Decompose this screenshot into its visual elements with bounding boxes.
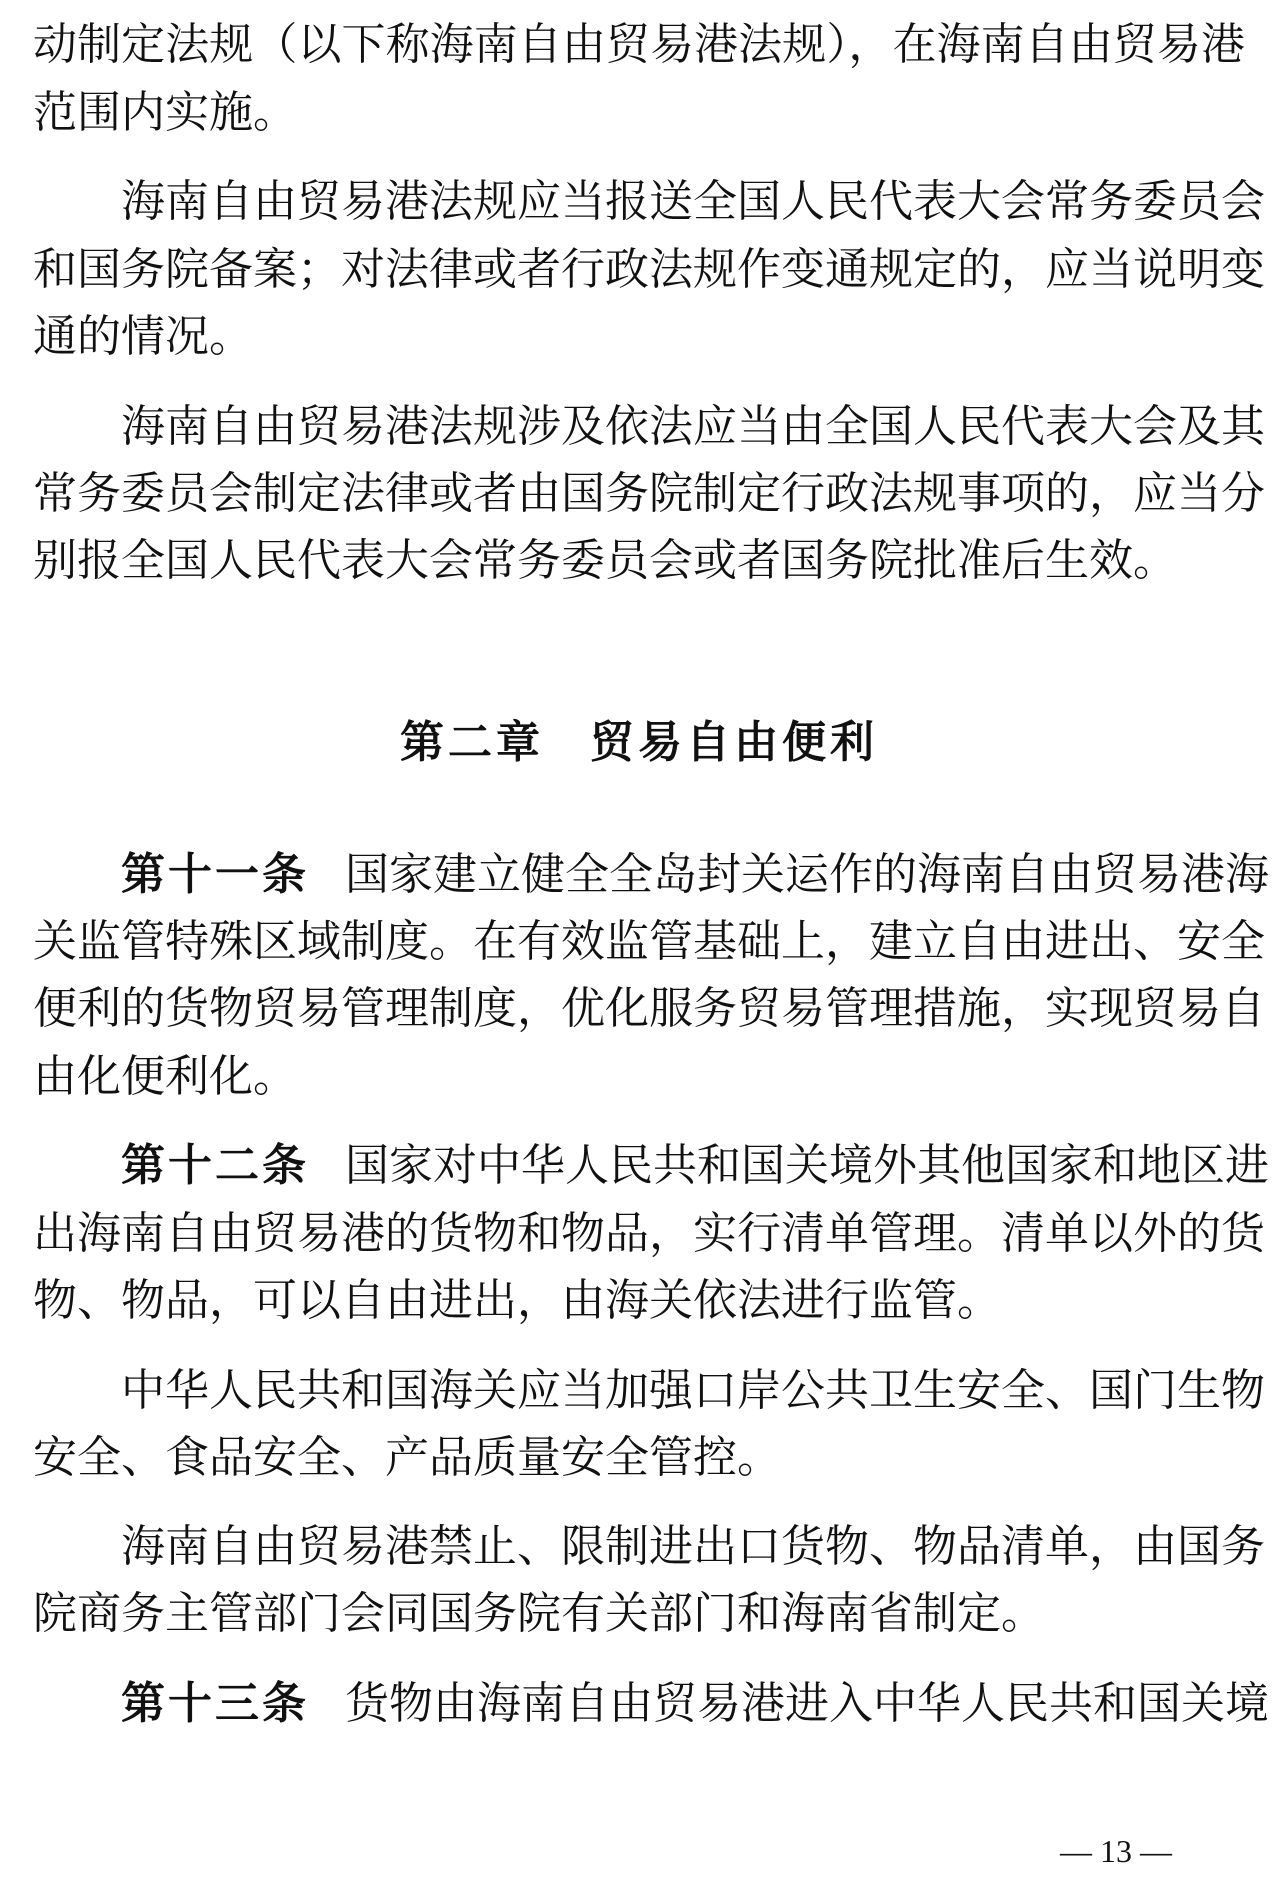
chapter-heading bbox=[0, 706, 1278, 780]
paragraph-text: 物、物品，可以自由进出，由海关依法进行监管。 bbox=[33, 1275, 1001, 1326]
paragraph-text: 海南自由贸易港法规应当报送全国人民代表大会常务委员会 bbox=[121, 176, 1265, 227]
paragraph-text: 安全、食品安全、产品质量安全管控。 bbox=[33, 1432, 781, 1483]
paragraph-text: 和国务院备案；对法律或者行政法规作变通规定的，应当说明变 bbox=[33, 244, 1265, 295]
paragraph-line bbox=[0, 1264, 1278, 1338]
paragraph-text: 国家对中华人民共和国关境外其他国家和地区进 bbox=[345, 1140, 1269, 1191]
paragraph-text: 关监管特殊区域制度。在有效监管基础上，建立自由进出、安全 bbox=[33, 916, 1265, 967]
article-label: 第十三条 bbox=[121, 1678, 309, 1729]
article-label: 第十一条 bbox=[121, 849, 309, 900]
paragraph-text: 动制定法规（以下称海南自由贸易港法规），在海南自由贸易港 bbox=[33, 19, 1245, 70]
paragraph-text: 海南自由贸易港禁止、限制进出口货物、物品清单，由国务 bbox=[121, 1521, 1265, 1572]
chapter-number: 第二章 bbox=[400, 717, 544, 768]
paragraph-line bbox=[0, 1577, 1278, 1651]
paragraph-line bbox=[0, 905, 1278, 979]
paragraph-line bbox=[0, 1354, 1278, 1428]
paragraph-text: 常务委员会制定法律或者由国务院制定行政法规事项的，应当分 bbox=[33, 468, 1265, 519]
paragraph-line bbox=[0, 1197, 1278, 1271]
paragraph-line bbox=[0, 8, 1278, 82]
article-line bbox=[0, 1667, 1278, 1741]
page-number: — 13 — bbox=[1060, 1833, 1172, 1869]
paragraph-line bbox=[0, 165, 1278, 239]
paragraph-line bbox=[0, 524, 1278, 598]
paragraph-line bbox=[0, 76, 1278, 150]
paragraph-line bbox=[0, 1040, 1278, 1114]
paragraph-text: 货物由海南自由贸易港进入中华人民共和国关境 bbox=[345, 1678, 1269, 1729]
article-label: 第十二条 bbox=[121, 1140, 309, 1191]
paragraph-line bbox=[0, 972, 1278, 1046]
paragraph-line bbox=[0, 390, 1278, 464]
paragraph-text: 中华人民共和国海关应当加强口岸公共卫生安全、国门生物 bbox=[121, 1365, 1265, 1416]
paragraph-text: 院商务主管部门会同国务院有关部门和海南省制定。 bbox=[33, 1588, 1045, 1639]
paragraph-line bbox=[0, 300, 1278, 374]
article-line bbox=[0, 1129, 1278, 1203]
paragraph-line bbox=[0, 233, 1278, 307]
paragraph-text: 海南自由贸易港法规涉及依法应当由全国人民代表大会及其 bbox=[121, 401, 1265, 452]
paragraph-text: 通的情况。 bbox=[33, 311, 253, 362]
article-line bbox=[0, 838, 1278, 912]
paragraph-line bbox=[0, 1421, 1278, 1495]
paragraph-text: 别报全国人民代表大会常务委员会或者国务院批准后生效。 bbox=[33, 535, 1177, 586]
paragraph-text: 国家建立健全全岛封关运作的海南自由贸易港海 bbox=[345, 849, 1269, 900]
paragraph-text: 便利的货物贸易管理制度，优化服务贸易管理措施，实现贸易自 bbox=[33, 983, 1265, 1034]
paragraph-line bbox=[0, 457, 1278, 531]
paragraph-line bbox=[0, 1510, 1278, 1584]
paragraph-text: 由化便利化。 bbox=[33, 1051, 297, 1102]
paragraph-text: 出海南自由贸易港的货物和物品，实行清单管理。清单以外的货 bbox=[33, 1208, 1265, 1259]
paragraph-text: 范围内实施。 bbox=[33, 87, 297, 138]
chapter-title: 贸易自由便利 bbox=[590, 717, 878, 768]
